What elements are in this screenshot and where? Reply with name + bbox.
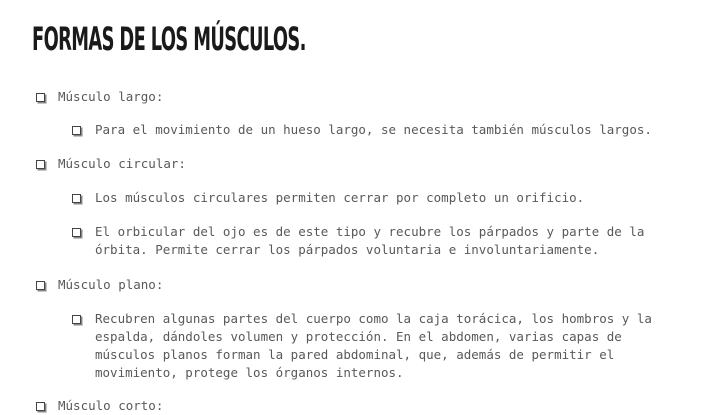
list-item xyxy=(36,88,163,106)
checkbox-bullet-icon xyxy=(72,194,81,203)
checkbox-bullet-icon xyxy=(36,93,45,102)
checkbox-bullet-icon xyxy=(72,315,81,324)
list-item-label: Músculo largo: xyxy=(58,89,164,104)
checkbox-bullet-icon xyxy=(72,228,81,237)
sub-list-item xyxy=(72,310,682,382)
checkbox-bullet-icon xyxy=(36,281,45,290)
sub-list-item xyxy=(72,223,682,259)
checkbox-bullet-icon xyxy=(36,160,45,169)
sub-list-item-text: Los músculos circulares permiten cerrar por completo un orificio. xyxy=(95,190,585,205)
list-item xyxy=(36,276,163,294)
sub-list-item-text: Para el movimiento de un hueso largo, se necesita también músculos largos. xyxy=(95,122,652,137)
sub-list-item xyxy=(72,189,692,207)
checkbox-bullet-icon xyxy=(72,126,81,135)
list-item-label: Músculo plano: xyxy=(58,277,164,292)
list-item-label: Músculo circular: xyxy=(58,156,186,171)
list-item-label: Músculo corto: xyxy=(58,398,164,413)
list-item xyxy=(36,155,186,173)
sub-list-item-text: Recubren algunas partes del cuerpo como la caja torácica, los hombros y la espalda, dándoles volumen y protección. En el abdomen, varias capas de músculos planos forman la pared abdominal, que, además de permitir el movimiento, protege los órganos internos. xyxy=(95,311,652,380)
list-item xyxy=(36,397,163,415)
sub-list-item xyxy=(72,121,692,139)
checkbox-bullet-icon xyxy=(36,402,45,411)
sub-list-item-text: El orbicular del ojo es de este tipo y recubre los párpados y parte de la órbita. Permite cerrar los párpados voluntaria e involuntariamente. xyxy=(95,224,645,257)
slide-title: FORMAS DE LOS MÚSCULOS. xyxy=(32,20,306,58)
